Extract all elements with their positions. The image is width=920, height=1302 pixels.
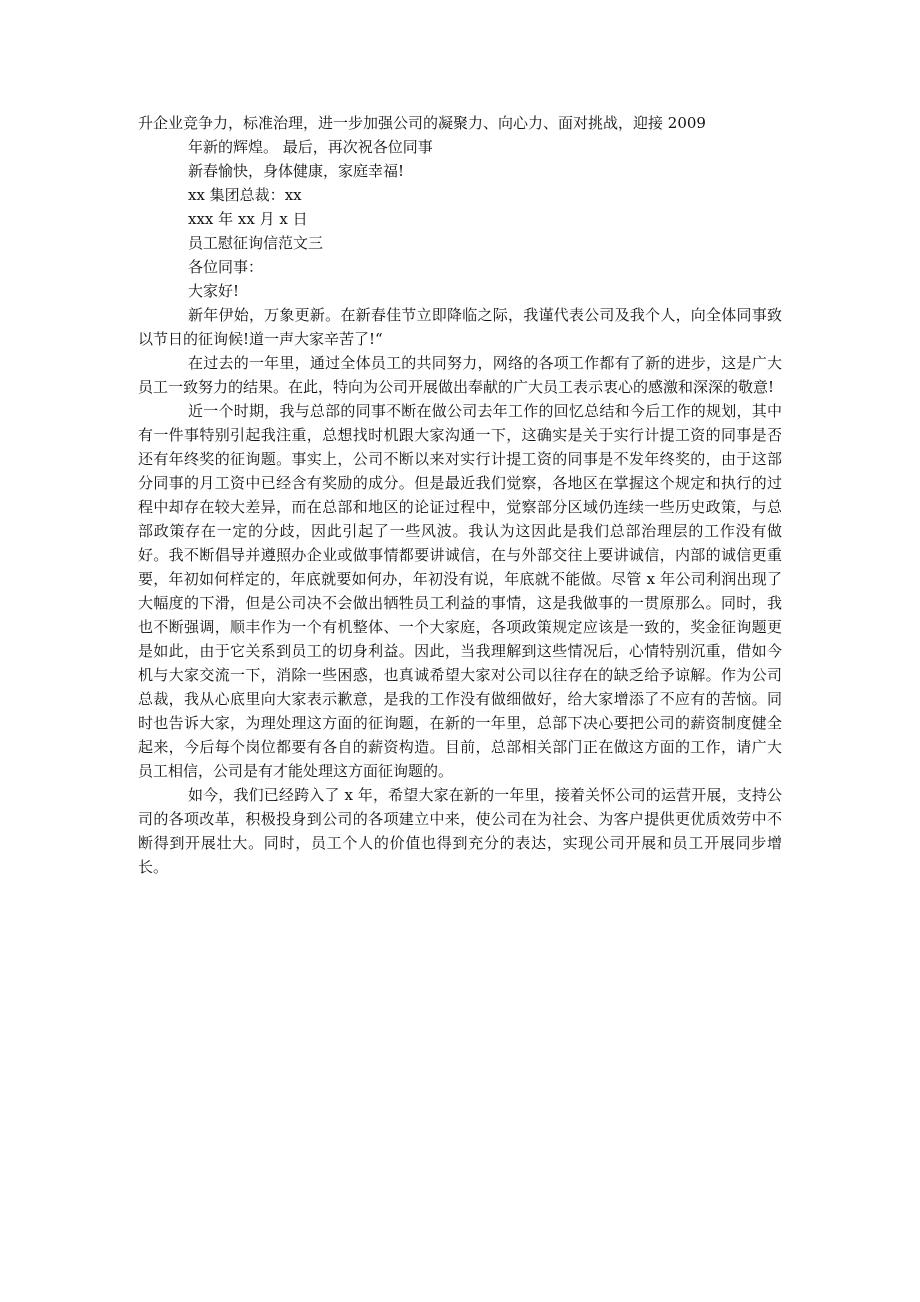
text-line-wishes: 新春愉快，身体健康，家庭幸福! <box>188 162 405 180</box>
section-title: 员工慰征询信范文三 <box>188 234 324 252</box>
signature-line: xx 集团总裁：xx <box>188 186 302 204</box>
paragraph-new-year: 新年伊始，万象更新。在新春佳节立即降临之际，我谨代表公司及我个人，向全体同事致以节日的征询候!道一声大家辛苦了!“ <box>138 306 782 348</box>
date-line: xxx 年 xx 月 x 日 <box>188 210 308 228</box>
salutation: 各位同事： <box>188 258 264 276</box>
text-line-closing: 年新的辉煌。 最后，再次祝各位同事 <box>188 138 433 156</box>
text-line-continuation: 升企业竞争力，标准治理，进一步加强公司的凝聚力、向心力、面对挑战，迎接 2009 <box>138 114 706 132</box>
greeting: 大家好! <box>188 282 240 300</box>
paragraph-past-year: 在过去的一年里，通过全体员工的共同努力，网络的各项工作都有了新的进步，这是广大员工一致努力的结果。在此，特向为公司开展做出奉献的广大员工表示衷心的感激和深深的敬意! <box>138 354 782 396</box>
paragraph-outlook: 如今，我们已经跨入了 x 年，希望大家在新的一年里，接着关怀公司的运营开展，支持公司的各项改革，积极投身到公司的各项建立中来，使公司在为社会、为客户提供更优质效劳中不断得到开展壮大。同时，员工个人的价值也得到充分的表达，实现公司开展和员工开展同步增长。 <box>138 786 782 876</box>
paragraph-bonus-issue: 近一个时期，我与总部的同事不断在做公司去年工作的回忆总结和今后工作的规划，其中有一件事特别引起我注重，总想找时机跟大家沟通一下，这确实是关于实行计提工资的同事是否还有年终奖的征询题。事实上，公司不断以来对实行计提工资的同事是不发年终奖的，由于这部分同事的月工资中已经含有奖励的成分。但是最近我们觉察，各地区在掌握这个规定和执行的过程中却存在较大差异，而在总部和地区的论证过程中，觉察部分区域仍连续一些历史政策，与总部政策存在一定的分歧，因此引起了一些风波。我认为这因此是我们总部治理层的工作没有做好。我不断倡导并遵照办企业或做事情都要讲诚信，在与外部交往上要讲诚信，内部的诚信更重要，年初如何样定的，年底就要如何办，年初没有说，年底就不能做。尽管 x 年公司利润出现了大幅度的下滑，但是公司决不会做出牺牲员工利益的事情，这是我做事的一贯原那么。同时，我也不断强调，顺丰作为一个有机整体、一个大家庭，各项政策规定应该是一致的，奖金征询题更是如此，由于它关系到员工的切身利益。因此，当我理解到这些情况后，心情特别沉重，借如今机与大家交流一下，消除一些困惑，也真诚希望大家对公司以往存在的缺乏给予谅解。作为公司总裁，我从心底里向大家表示歉意，是我的工作没有做细做好，给大家增添了不应有的苦恼。同时也告诉大家，为理处理这方面的征询题，在新的一年里，总部下决心要把公司的薪资制度健全起来，今后每个岗位都要有各自的薪资构造。目前，总部相关部门正在做这方面的工作，请广大员工相信，公司是有才能处理这方面征询题的。 <box>138 402 782 780</box>
document-page <box>138 111 782 879</box>
